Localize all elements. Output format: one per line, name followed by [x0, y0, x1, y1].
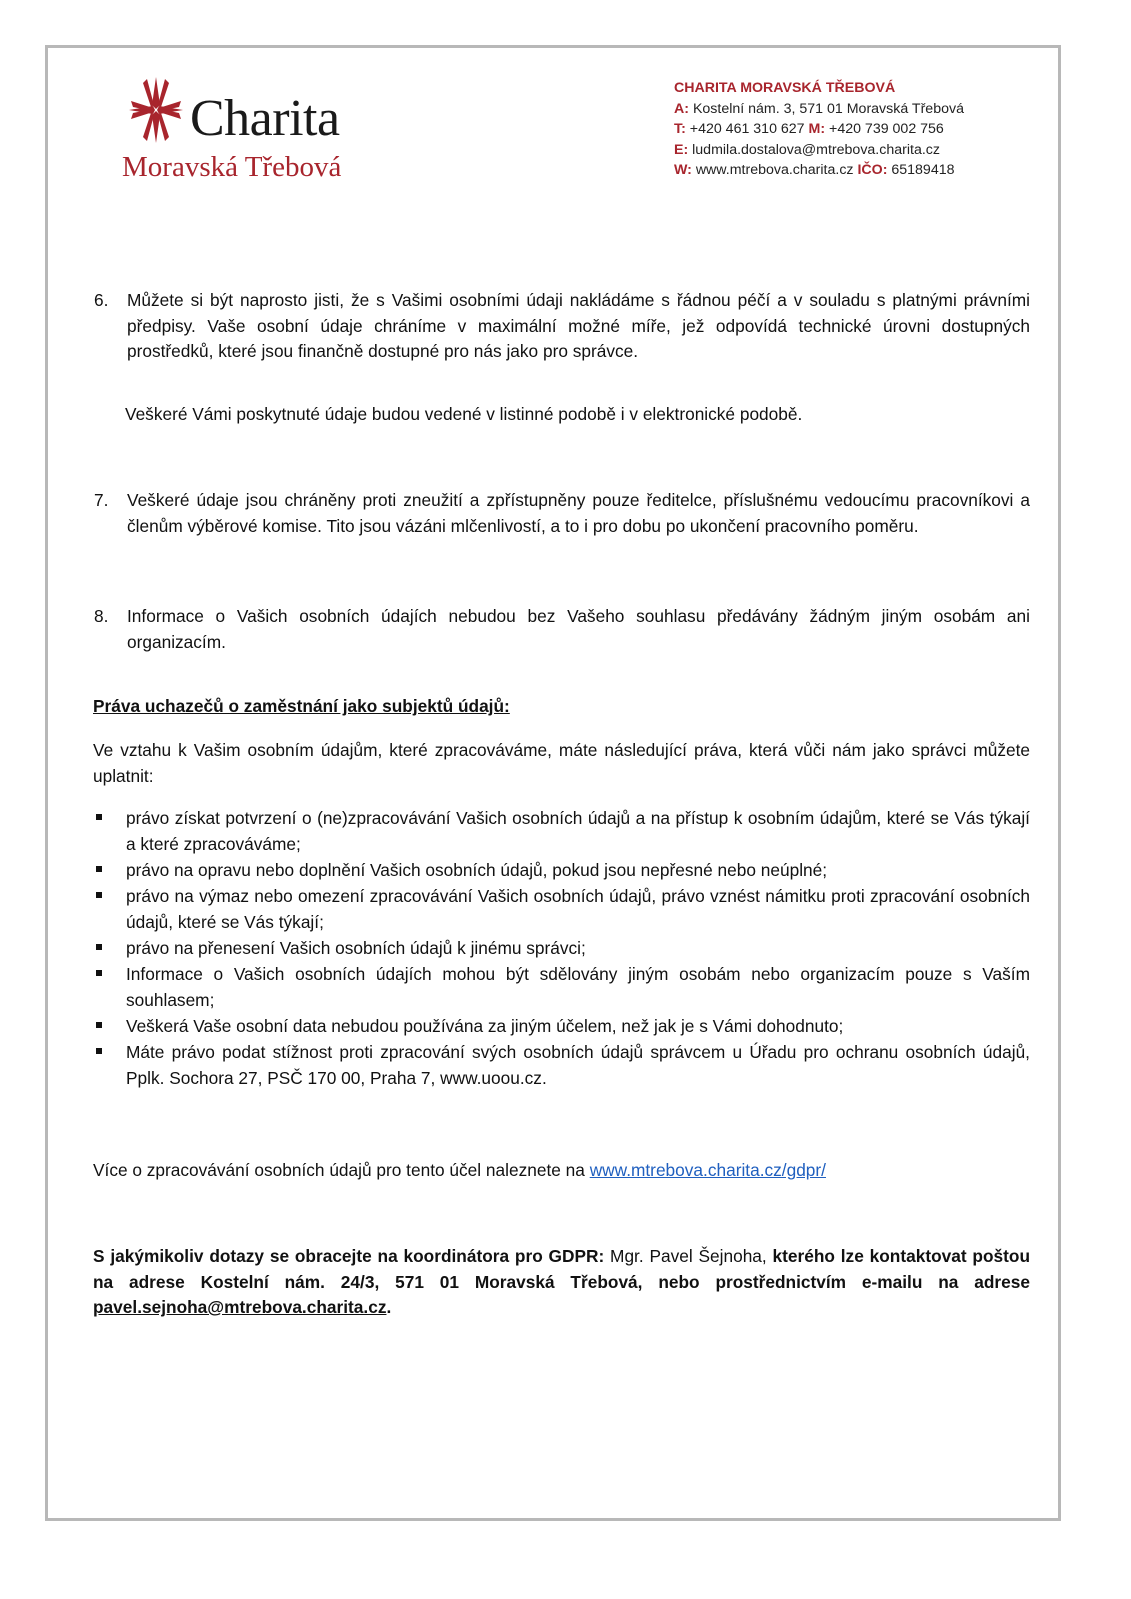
bullet-marker: [96, 1022, 102, 1028]
gdpr-link[interactable]: www.mtrebova.charita.cz/gdpr/: [589, 1160, 826, 1180]
rights-bullet: Informace o Vašich osobních údajích mohou být sdělovány jiným osobám nebo organizacím pouze s Vaším souhlasem;: [126, 964, 1030, 1010]
item-text: Informace o Vašich osobních údajích nebudou bez Vašeho souhlasu předávány žádným jiným osobám ani organizacím.: [127, 606, 1030, 652]
email-line: E: ludmila.dostalova@mtrebova.charita.cz: [674, 141, 940, 158]
bullet-marker: [96, 814, 102, 820]
phone-line: T: +420 461 310 627 M: +420 739 002 756: [674, 121, 944, 137]
rights-bullet: Máte právo podat stížnost proti zpracování svých osobních údajů správcem u Úřadu pro ochranu osobních údajů, Pplk. Sochora 27, PSČ 170 00, Praha 7, www.uoou.cz.: [126, 1042, 1030, 1088]
org-name: CHARITA MORAVSKÁ TŘEBOVÁ: [674, 80, 896, 96]
web-line: W: www.mtrebova.charita.cz IČO: 65189418: [674, 162, 955, 178]
header-email[interactable]: ludmila.dostalova@mtrebova.charita.cz: [692, 141, 940, 158]
bullet-marker: [96, 944, 102, 950]
logo-city: Moravská Třebová: [122, 151, 342, 183]
rights-bullet: Veškerá Vaše osobní data nebudou používána za jiným účelem, než jak je s Vámi dohodnuto;: [126, 1016, 844, 1036]
rights-bullet: právo získat potvrzení o (ne)zpracovávání Vašich osobních údajů a na přístup k osobním údajům, které se Vás týkají a které zpracováváme;: [126, 808, 1030, 854]
item-text: Můžete si být naprosto jisti, že s Vašimi osobními údaji nakládáme s řádnou péčí a v souladu s platnými právními předpisy. Vaše osobní údaje chráníme v maximální možné míře, jež odpovídá technické úrovni dostupných prostředků, které jsou finančně dostupné pro nás jako pro správce.: [127, 290, 1030, 361]
bullet-marker: [96, 866, 102, 872]
gdpr-email[interactable]: pavel.sejnoha@mtrebova.charita.cz: [93, 1297, 387, 1317]
bullet-marker: [96, 892, 102, 898]
bullet-marker: [96, 970, 102, 976]
contact-block: [674, 78, 964, 181]
item-number: 8.: [94, 606, 109, 626]
rights-bullet: právo na výmaz nebo omezení zpracovávání Vašich osobních údajů, právo vznést námitku proti zpracování osobních údajů, které se Vás týkají;: [126, 886, 1030, 932]
charita-cross-icon: [127, 75, 185, 145]
gdpr-contact-note: S jakýmikoliv dotazy se obracejte na koordinátora pro GDPR: Mgr. Pavel Šejnoha, kterého lze kontaktovat poštou na adrese Kostelní nám. 24/3, 571 01 Moravská Třebová, nebo prostřednictvím e-mailu na adrese pavel.sejnoha@mtrebova.charita.cz.: [93, 1246, 1031, 1317]
address-line: A: Kostelní nám. 3, 571 01 Moravská Třebová: [674, 100, 964, 117]
logo-wordmark: Charita: [190, 90, 340, 147]
charita-logo: [122, 75, 362, 187]
paragraph: Veškeré Vámi poskytnuté údaje budou vedené v listinné podobě i v elektronické podobě.: [125, 404, 803, 424]
item-text: Veškeré údaje jsou chráněny proti zneužití a zpřístupněny pouze ředitelce, příslušnému vedoucímu pracovníkovi a členům výběrové komise. Tito jsou vázáni mlčenlivostí, a to i pro dobu po ukončení pracovního poměru.: [127, 490, 1030, 536]
header-web[interactable]: www.mtrebova.charita.cz: [695, 162, 854, 178]
bullet-marker: [96, 1048, 102, 1054]
item-number: 6.: [94, 290, 109, 310]
rights-bullet: právo na opravu nebo doplnění Vašich osobních údajů, pokud jsou nepřesné nebo neúplné;: [126, 860, 828, 880]
more-info: Více o zpracovávání osobních údajů pro tento účel naleznete na www.mtrebova.charita.cz/gdpr/: [93, 1160, 826, 1180]
item-number: 7.: [94, 490, 109, 510]
rights-intro: Ve vztahu k Vašim osobním údajům, které zpracováváme, máte následující práva, která vůči nám jako správci můžete uplatnit:: [93, 740, 1030, 786]
rights-heading: Práva uchazečů o zaměstnání jako subjektů údajů:: [93, 696, 510, 716]
rights-bullet: právo na přenesení Vašich osobních údajů k jinému správci;: [126, 938, 586, 958]
